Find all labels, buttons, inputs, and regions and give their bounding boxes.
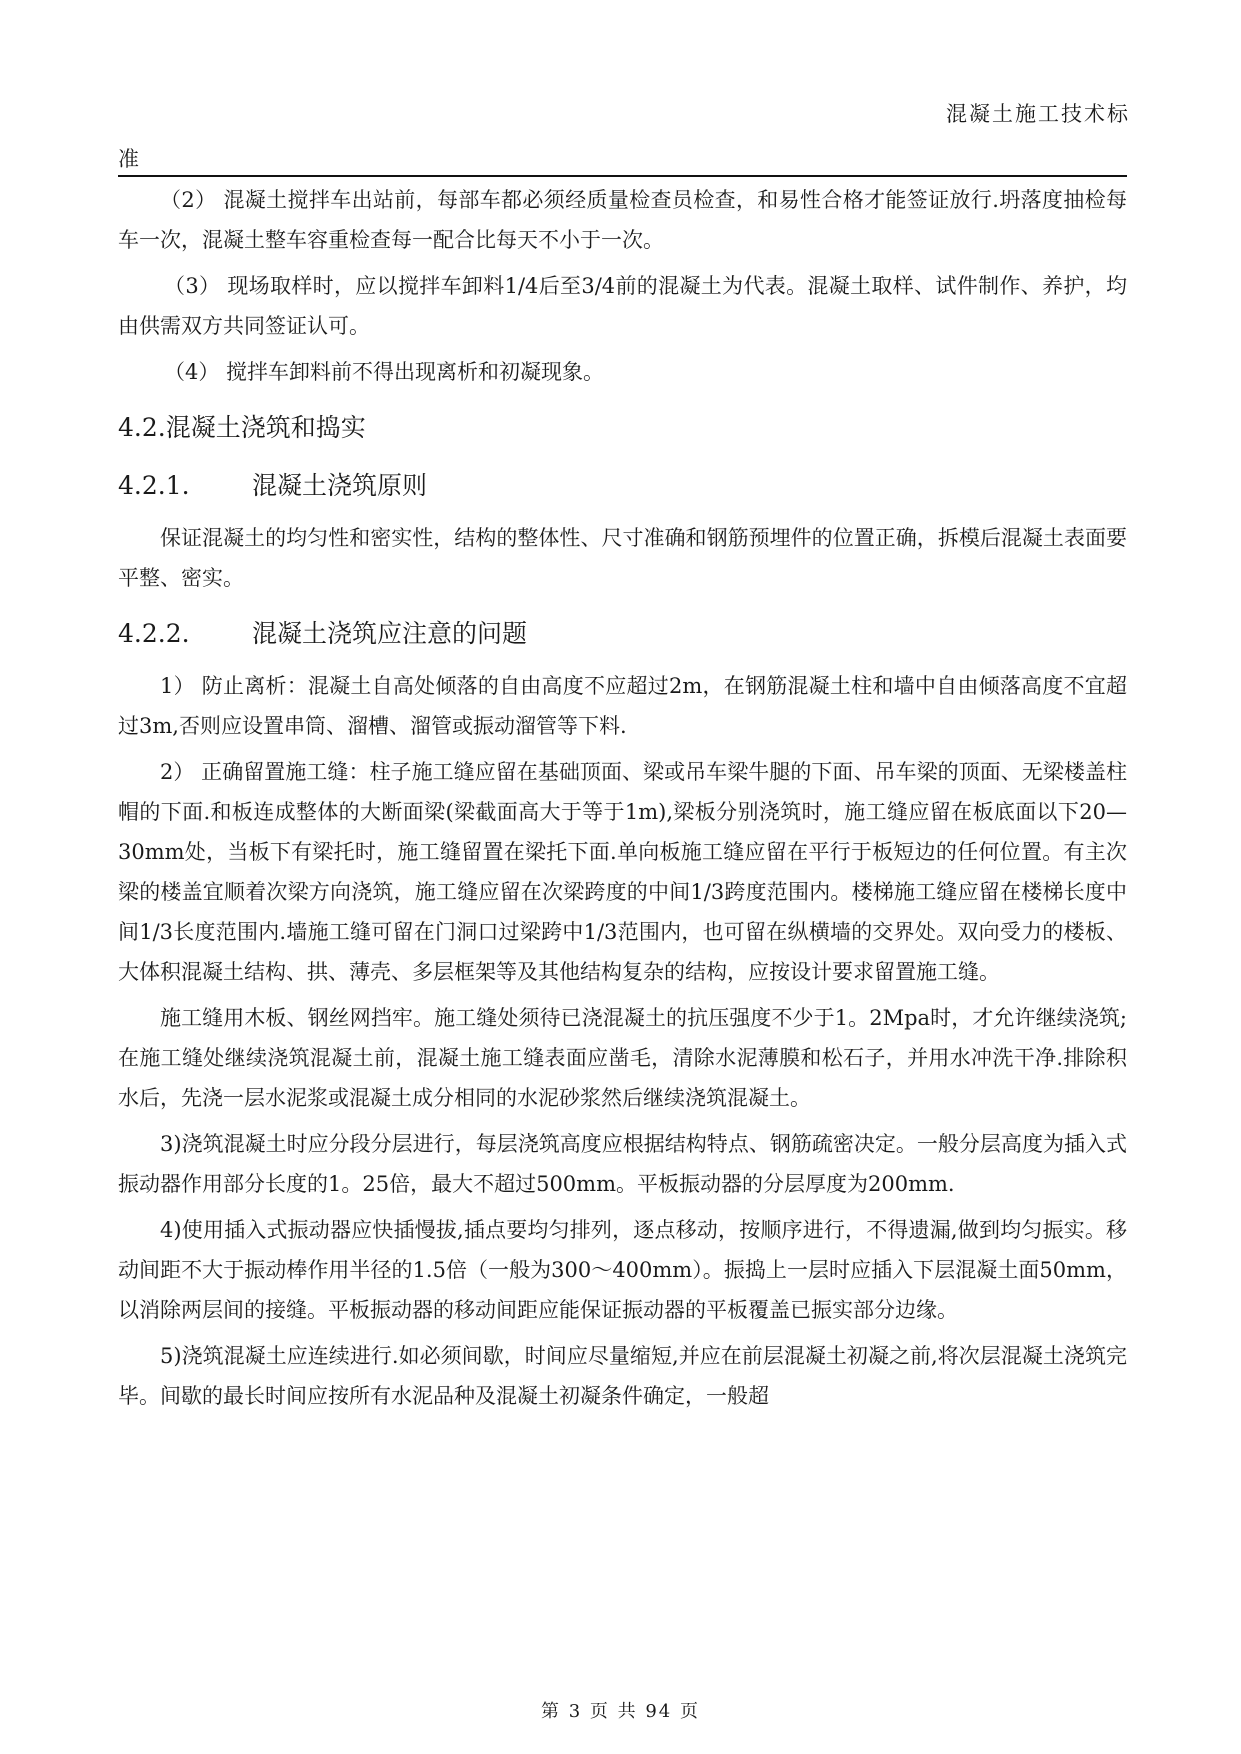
section-number: 4.2.2. bbox=[118, 619, 190, 648]
paragraph-item-2: （2） 混凝土搅拌车出站前，每部车都必须经质量检查员检查，和易性合格才能签证放行.坍落度抽检每车一次，混凝土整车容重检查每一配合比每天不小于一次。 bbox=[118, 188, 1127, 252]
document-body bbox=[118, 180, 1127, 1422]
paragraph-item-3: （3） 现场取样时，应以搅拌车卸料1/4后至3/4前的混凝土为代表。混凝土取样、试件制作、养护，均由供需双方共同签证认可。 bbox=[118, 274, 1127, 338]
paragraph-joint-treatment: 施工缝用木板、钢丝网挡牢。施工缝处须待已浇混凝土的抗压强度不少于1。2Mpa时，才允许继续浇筑;在施工缝处继续浇筑混凝土前，混凝土施工缝表面应凿毛，清除水泥薄膜和松石子，并用水冲洗干净.排除积水后，先浇一层水泥浆或混凝土成分相同的水泥砂浆然后继续浇筑混凝土。 bbox=[118, 1006, 1127, 1110]
section-title: 混凝土浇筑应注意的问题 bbox=[252, 619, 528, 648]
paragraph-principle: 保证混凝土的均匀性和密实性，结构的整体性、尺寸准确和钢筋预埋件的位置正确，拆模后混凝土表面要平整、密实。 bbox=[118, 526, 1127, 590]
section-title: 混凝土浇筑原则 bbox=[252, 471, 428, 500]
running-header-title: 混凝土施工技术标 bbox=[946, 102, 1130, 126]
paragraph-layered-pouring: 3)浇筑混凝土时应分段分层进行，每层浇筑高度应根据结构特点、钢筋疏密决定。一般分层高度为插入式振动器作用部分长度的1。25倍，最大不超过500mm。平板振动器的分层厚度为200mm. bbox=[118, 1132, 1127, 1196]
paragraph-item-4: （4） 搅拌车卸料前不得出现离析和初凝现象。 bbox=[164, 360, 605, 384]
running-header-title-wrap: 准 bbox=[118, 147, 139, 171]
page-number: 第 3 页 共 94 页 bbox=[541, 1701, 700, 1722]
paragraph-continuous-pouring: 5)浇筑混凝土应连续进行.如必须间歇，时间应尽量缩短,并应在前层混凝土初凝之前,将次层混凝土浇筑完毕。间歇的最长时间应按所有水泥品种及混凝土初凝条件确定，一般超 bbox=[118, 1344, 1127, 1408]
section-heading-4-2-2 bbox=[118, 612, 1127, 656]
paragraph-segregation: 1） 防止离析：混凝土自高处倾落的自由高度不应超过2m，在钢筋混凝土柱和墙中自由倾落高度不宜超过3m,否则应设置串筒、溜槽、溜管或振动溜管等下料. bbox=[118, 674, 1127, 738]
paragraph-vibrator-use: 4)使用插入式振动器应快插慢拔,插点要均匀排列，逐点移动，按顺序进行，不得遗漏,做到均匀振实。移动间距不大于振动棒作用半径的1.5倍（一般为300～400mm）。振捣上一层时应插入下层混凝土面50mm，以消除两层间的接缝。平板振动器的移动间距应能保证振动器的平板覆盖已振实部分边缘。 bbox=[118, 1218, 1127, 1322]
section-heading-4-2-1 bbox=[118, 464, 1127, 508]
section-number: 4.2.1. bbox=[118, 471, 190, 500]
paragraph-construction-joint: 2） 正确留置施工缝：柱子施工缝应留在基础顶面、梁或吊车梁牛腿的下面、吊车梁的顶面、无梁楼盖柱帽的下面.和板连成整体的大断面梁(梁截面高大于等于1m),梁板分别浇筑时，施工缝应留在板底面以下20—30mm处，当板下有梁托时，施工缝留置在梁托下面.单向板施工缝应留在平行于板短边的任何位置。有主次梁的楼盖宜顺着次梁方向浇筑，施工缝应留在次梁跨度的中间1/3跨度范围内。楼梯施工缝应留在楼梯长度中间1/3长度范围内.墙施工缝可留在门洞口过梁跨中1/3范围内，也可留在纵横墙的交界处。双向受力的楼板、大体积混凝土结构、拱、薄壳、多层框架等及其他结构复杂的结构，应按设计要求留置施工缝。 bbox=[118, 760, 1127, 984]
header-divider bbox=[118, 175, 1127, 177]
section-heading-4-2: 4.2.混凝土浇筑和捣实 bbox=[118, 413, 366, 442]
